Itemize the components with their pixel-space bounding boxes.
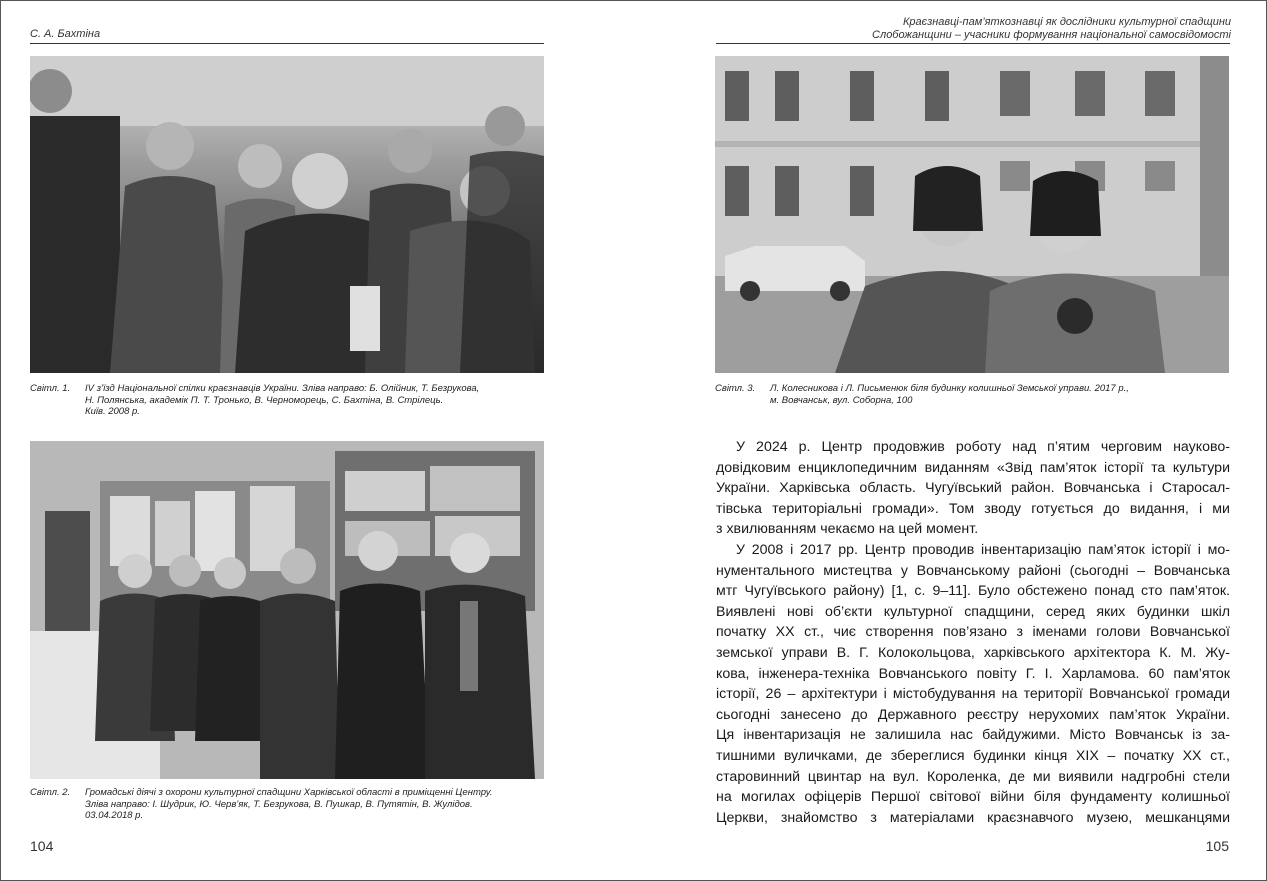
caption-photo2-line1: Громадські діячі з охорони культурної спадщини Харківської області в приміщенні Центру. bbox=[85, 787, 493, 798]
caption-photo2-label: Світл. 2. bbox=[30, 787, 71, 798]
body-line: з хвилюванням чекаємо на цей момент. bbox=[716, 521, 979, 538]
body-line: Виявлені нові об’єкти культурної спадщини, серед яких будинки шкіл bbox=[716, 603, 1230, 620]
caption-photo1-line2: Н. Полянська, академік П. Т. Тронько, В. Черноморець, С. Бахтіна, В. Стрілець. bbox=[85, 394, 444, 406]
caption-photo3-line1: Л. Колесникова і Л. Письменюк біля будинку колишньої Земської управи. 2017 р., bbox=[770, 383, 1129, 394]
body-text bbox=[716, 437, 1230, 828]
running-header-right bbox=[872, 16, 1231, 42]
caption-photo2-line2: Зліва направо: І. Шудрик, Ю. Черв’як, Т. Безрукова, В. Пушкар, В. Путятін, В. Жулідов. bbox=[85, 798, 473, 810]
caption-photo1-line1: IV з’їзд Національної спілки краєзнавців України. Зліва направо: Б. Олійник, Т. Безрукова, bbox=[85, 383, 480, 394]
body-line: мтг Чугуївського району) [1, с. 9–11]. Було обстежено понад сто пам’яток. bbox=[716, 583, 1230, 600]
photo-zemstvo-building bbox=[715, 56, 1229, 373]
body-line: Ця інвентаризація не залишила нас байдужими. Місто Вовчанськ із за- bbox=[716, 727, 1230, 744]
running-header-left: С. А. Бахтіна bbox=[30, 28, 101, 40]
body-line: історії, 26 – архітектури і містобудування на території Вовчанської громади bbox=[716, 686, 1230, 703]
caption-photo2 bbox=[30, 787, 544, 823]
body-line: нументального мистецтва у Вовчанському районі (сьогодні – Вовчанська bbox=[716, 562, 1230, 579]
caption-photo1-label: Світл. 1. bbox=[30, 383, 71, 394]
header-rule-left bbox=[30, 43, 544, 44]
body-line: сьогодні занесено до Державного реєстру нерухомих пам’яток України. bbox=[716, 706, 1230, 723]
caption-photo3 bbox=[715, 383, 1229, 407]
body-line: довідковим енциклопедичним виданням «Звід пам’яток історії та культури bbox=[716, 459, 1230, 476]
body-line: Церкви, знайомство з матеріалами краєзнавчого музею, мешканцями bbox=[716, 809, 1230, 826]
body-line: початку XX ст., чиє створення пов’язано з іменами голови Вовчанської bbox=[716, 624, 1230, 641]
body-line: старовинний цвинтар на вул. Короленка, де ми виявили надгробні стели bbox=[716, 768, 1230, 785]
caption-photo2-line3: 03.04.2018 р. bbox=[85, 810, 144, 821]
body-line: земської управи В. Г. Колокольцова, харківського архітектора К. М. Жу- bbox=[716, 644, 1230, 661]
body-line: У 2024 р. Центр продовжив роботу над п’ятим черговим науково- bbox=[736, 439, 1230, 455]
body-line: кова, інженера-техніка Вовчанського повіту Г. І. Харламова. 60 пам’яток bbox=[716, 665, 1230, 682]
photo-office-group bbox=[30, 441, 544, 779]
running-header-right-line1: Краєзнавці-пам’яткознавці як дослідники культурної спадщини bbox=[902, 16, 1231, 28]
running-header-right-line2: Слобожанщини – учасники формування національної самосвідомості bbox=[872, 29, 1231, 41]
body-line: України. Харківська область. Чугуївський район. Вовчанська і Старосал- bbox=[716, 480, 1230, 497]
caption-photo1-line3: Київ. 2008 р. bbox=[85, 406, 140, 417]
header-rule-right bbox=[716, 43, 1230, 44]
photo-congress-group bbox=[30, 56, 544, 373]
caption-photo3-label: Світл. 3. bbox=[715, 383, 756, 394]
body-line: на могилах офіцерів Першої світової війни біля фундаменту колишньої bbox=[716, 789, 1230, 806]
page-number-left: 104 bbox=[30, 838, 54, 854]
body-line: тишними вуличками, де збереглися будинки кінця XIX – початку XX ст., bbox=[716, 747, 1230, 764]
caption-photo1 bbox=[30, 383, 544, 419]
body-line: У 2008 і 2017 рр. Центр проводив інвентаризацію пам’яток історії і мо- bbox=[736, 541, 1230, 558]
caption-photo3-line2: м. Вовчанськ, вул. Соборна, 100 bbox=[770, 394, 913, 406]
page-number-right: 105 bbox=[1205, 838, 1229, 854]
body-line: тівська територіальні громади». Том зводу готується до видання, і ми bbox=[716, 500, 1230, 517]
